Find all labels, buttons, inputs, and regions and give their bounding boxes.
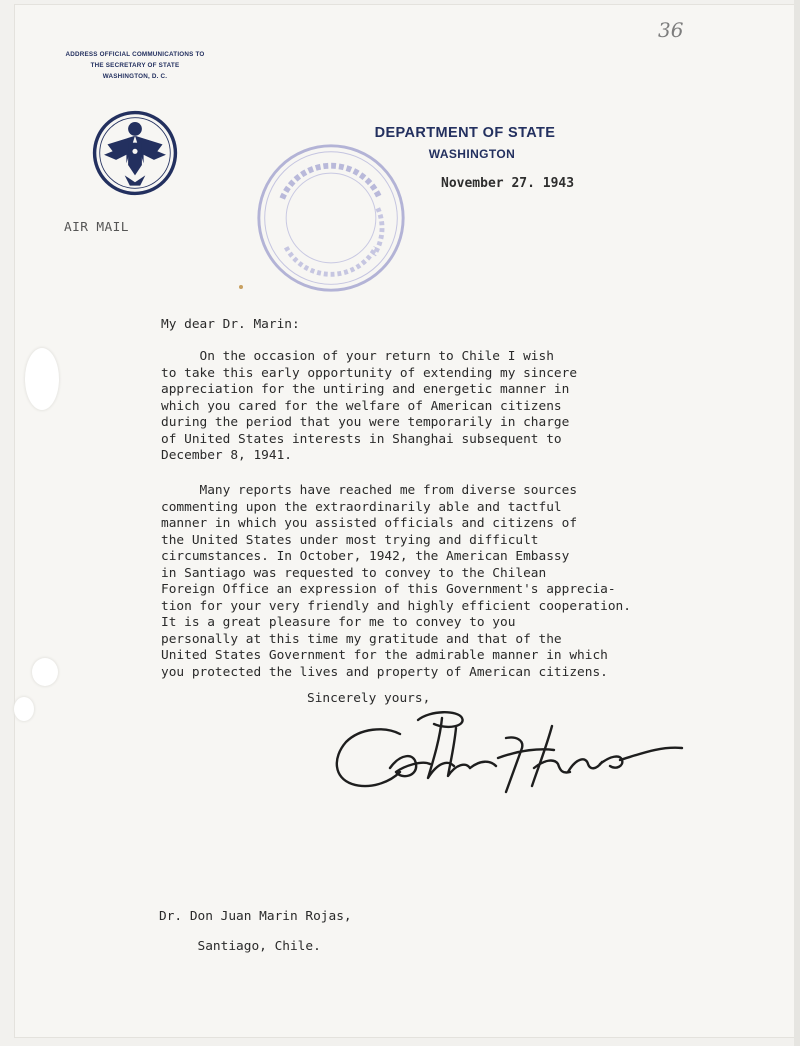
- letterhead-address-line: ADDRESS OFFICIAL COMMUNICATIONS TO: [65, 51, 205, 58]
- department-name: DEPARTMENT OF STATE: [374, 125, 556, 141]
- air-mail-notation: AIR MAIL: [64, 220, 129, 235]
- body-paragraph: On the occasion of your return to Chile I wish to take this early opportunity of extending my sincere appreciation for the untiring and energetic manner in which you cared for the welfare of American citizens during the period that you were temporarily in charge of United States interests in Shanghai subsequent to December 8, 1941.: [161, 349, 578, 463]
- department-city: WASHINGTON: [428, 147, 516, 161]
- letterhead-address-line: WASHINGTON, D. C.: [102, 73, 168, 80]
- letterhead-address-line: THE SECRETARY OF STATE: [90, 62, 180, 69]
- punch-hole: [25, 348, 59, 410]
- archive-number: 36: [658, 18, 684, 42]
- punch-hole: [14, 697, 34, 721]
- closing: Sincerely yours,: [307, 691, 431, 706]
- great-seal-icon: [92, 110, 178, 196]
- salutation: My dear Dr. Marin:: [161, 317, 300, 332]
- page-edge: [794, 0, 800, 1046]
- signature: [330, 708, 690, 808]
- addressee-block: Dr. Don Juan Marin Rojas, Santiago, Chile.: [159, 909, 352, 954]
- received-stamp-icon: [253, 140, 409, 296]
- ink-spot: [239, 285, 243, 289]
- punch-hole: [32, 658, 58, 686]
- letterhead-address: [50, 49, 220, 82]
- body-paragraph: Many reports have reached me from diverse sources commenting upon the extraordinarily able and tactful manner in which you assisted officials and citizens of the United States under most trying and difficult circumstances. In October, 1942, the American Embassy in Santiago was requested to convey to the Chilean Foreign Office an expression of this Government's apprecia- tion for your very friendly and highly efficient cooperation. It is a great pleasure for me to convey to you personally at this time my gratitude and that of the United States Government for the admirable manner in which you protected the lives and property of American citizens.: [161, 483, 631, 680]
- letter-date: November 27. 1943: [441, 176, 575, 191]
